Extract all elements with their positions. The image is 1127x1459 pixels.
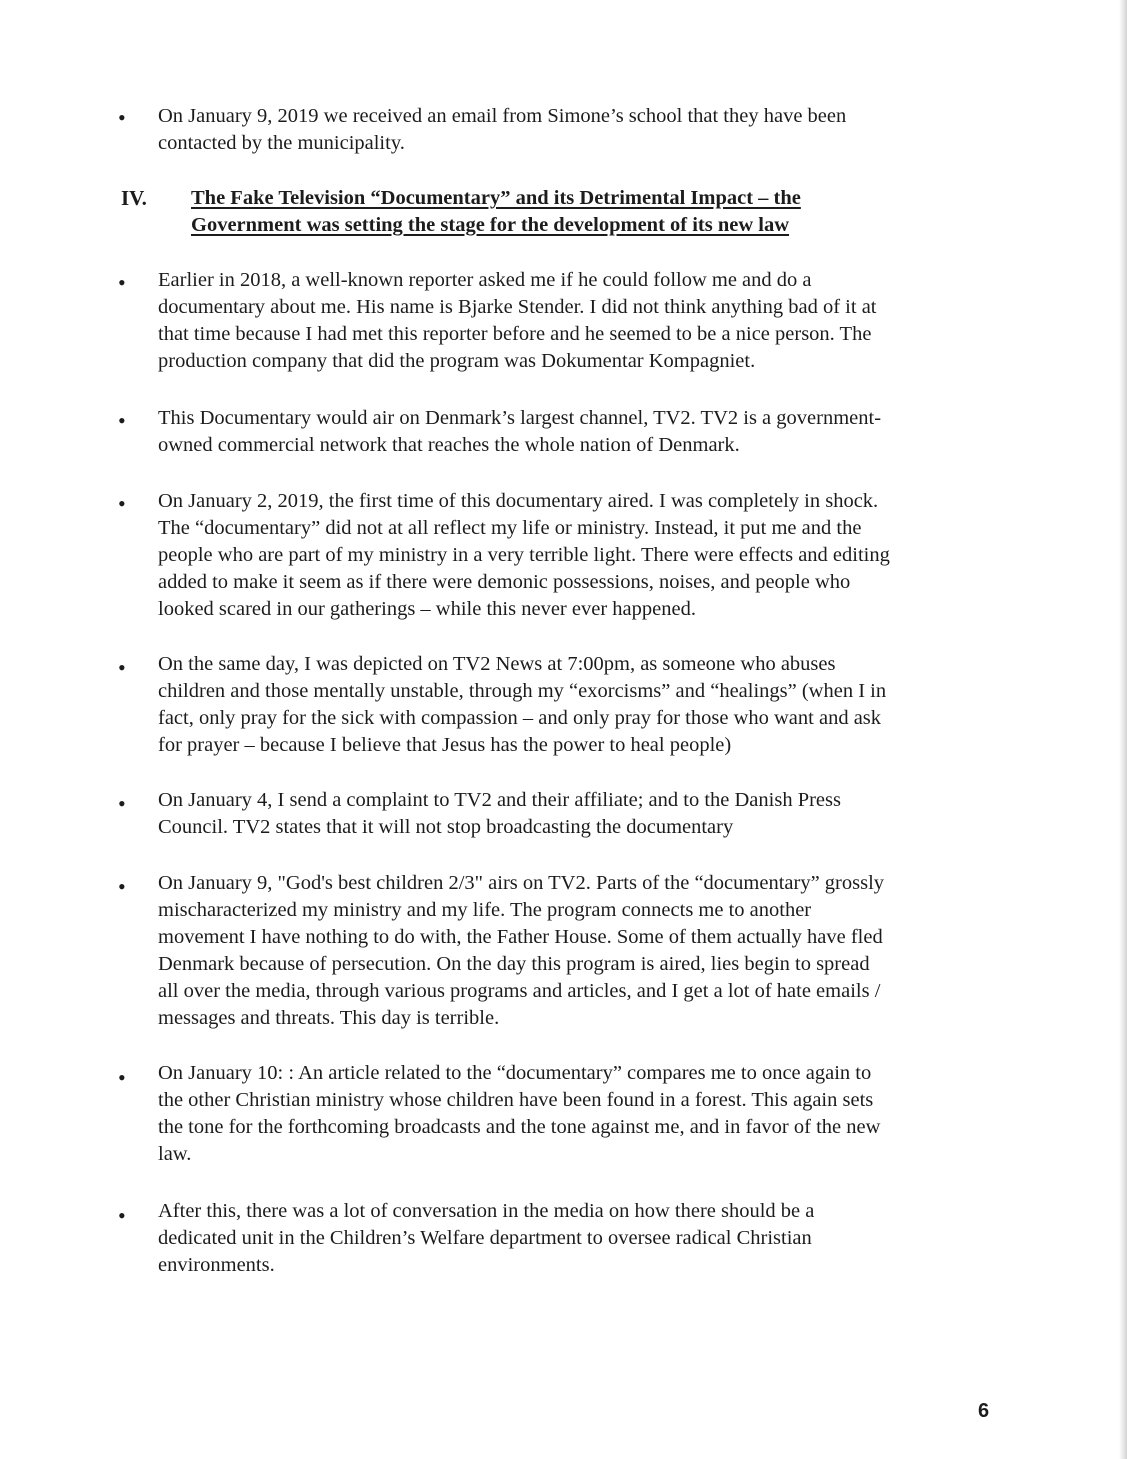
bullet-marker: • bbox=[118, 1203, 126, 1228]
list-item-text: This Documentary would air on Denmark’s largest channel, TV2. TV2 is a government- owned commercial network that reaches the whole nation of Denmark. bbox=[158, 407, 882, 456]
bullet-marker: • bbox=[118, 105, 126, 130]
bullet-marker: • bbox=[118, 1065, 126, 1090]
bullet-marker: • bbox=[118, 874, 126, 899]
bullet-marker: • bbox=[118, 491, 126, 516]
bullet-marker: • bbox=[118, 408, 126, 433]
list-item-text: Earlier in 2018, a well-known reporter asked me if he could follow me and do a documentary about me. His name is Bjarke Stender. I did not think anything bad of it at that time because I had met this reporter before and he seemed to be a nice person. The production company that did the program was Dokumentar Kompagniet. bbox=[158, 269, 877, 372]
list-item-text: On January 10: : An article related to the “documentary” compares me to once again to the other Christian ministry whose children have been found in a forest. This again sets the tone for the forthcoming broadcasts and the tone against me, and in favor of the new law. bbox=[158, 1062, 881, 1165]
page-edge-shadow bbox=[1119, 0, 1127, 1459]
list-item-text: On the same day, I was depicted on TV2 News at 7:00pm, as someone who abuses children and those mentally unstable, through my “exorcisms” and “healings” (when I in fact, only pray for the sick with compassion – and only pray for those who want and ask for prayer – because I believe that Jesus has the power to heal people) bbox=[158, 653, 887, 756]
section-number: IV. bbox=[121, 186, 147, 210]
list-item-text: After this, there was a lot of conversation in the media on how there should be a dedicated unit in the Children’s Welfare department to oversee radical Christian environments. bbox=[158, 1200, 815, 1276]
bullet-marker: • bbox=[118, 791, 126, 816]
bullet-marker: • bbox=[118, 655, 126, 680]
list-item-text: On January 2, 2019, the first time of this documentary aired. I was completely in shock. The “documentary” did not at all reflect my life or ministry. Instead, it put me and the people who are part of my ministry in a very terrible light. There were effects and editing added to make it seem as if there were demonic possessions, noises, and people who looked scared in our gatherings – while this never ever happened. bbox=[158, 490, 890, 620]
section-title: The Fake Television “Documentary” and its Detrimental Impact – the Government was setting the stage for the development of its new law bbox=[191, 187, 801, 236]
list-item-text: On January 4, I send a complaint to TV2 and their affiliate; and to the Danish Press Council. TV2 states that it will not stop broadcasting the documentary bbox=[158, 789, 841, 838]
list-item-text: On January 9, "God's best children 2/3" airs on TV2. Parts of the “documentary” grossly mischaracterized my ministry and my life. The program connects me to another movement I have nothing to do with, the Father House. Some of them actually have fled Denmark because of persecution. On the day this program is aired, lies begin to spread all over the media, through various programs and articles, and I get a lot of hate emails / messages and threats. This day is terrible. bbox=[158, 872, 885, 1029]
bullet-marker: • bbox=[118, 270, 126, 295]
list-item-text: On January 9, 2019 we received an email from Simone’s school that they have been contacted by the municipality. bbox=[158, 105, 847, 154]
page-number: 6 bbox=[978, 1400, 990, 1422]
